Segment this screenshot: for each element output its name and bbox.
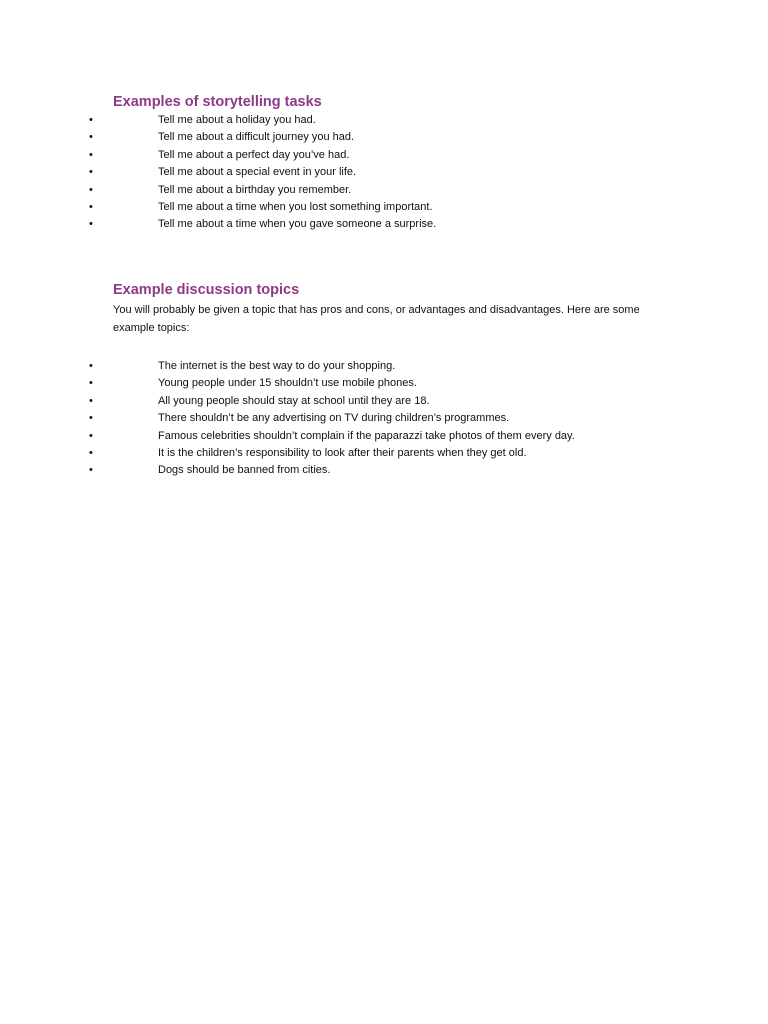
list-item-text: All young people should stay at school until they are 18.	[158, 394, 430, 407]
list-item	[0, 182, 768, 199]
list-item	[0, 147, 768, 164]
bullet-icon: •	[89, 360, 93, 372]
list-item	[0, 112, 768, 129]
list-item-text: It is the children’s responsibility to look after their parents when they get old.	[158, 446, 527, 459]
discussion-heading: Example discussion topics	[113, 282, 300, 298]
storytelling-section	[0, 93, 768, 234]
bullet-icon: •	[89, 394, 93, 407]
bullet-icon: •	[89, 412, 93, 425]
list-item-text: There shouldn’t be any advertising on TV during children’s programmes.	[158, 412, 510, 425]
bullet-icon: •	[89, 114, 93, 126]
list-item-text: Tell me about a time when you lost something important.	[158, 200, 433, 213]
list-item	[0, 358, 768, 375]
storytelling-list	[0, 112, 768, 234]
list-item-text: Tell me about a birthday you remember.	[158, 183, 352, 196]
bullet-icon: •	[89, 131, 93, 144]
list-item	[0, 445, 768, 462]
bullet-icon: •	[89, 183, 93, 196]
list-item-text: Tell me about a difficult journey you had.	[158, 131, 355, 144]
list-item-text: Dogs should be banned from cities.	[158, 464, 331, 477]
list-item	[0, 129, 768, 146]
list-item-text: Tell me about a special event in your life.	[158, 166, 357, 179]
list-item	[0, 410, 768, 427]
list-item-text: Tell me about a perfect day you’ve had.	[158, 148, 350, 161]
bullet-icon: •	[89, 166, 93, 179]
list-item	[0, 216, 768, 233]
list-item-text: Famous celebrities shouldn’t complain if the paparazzi take photos of them every day.	[158, 429, 575, 442]
bullet-icon: •	[89, 464, 93, 477]
storytelling-heading: Examples of storytelling tasks	[113, 94, 322, 110]
list-item	[0, 393, 768, 410]
discussion-list	[0, 358, 768, 480]
list-item-text: Tell me about a holiday you had.	[158, 114, 316, 126]
bullet-icon: •	[89, 218, 93, 231]
list-item	[0, 375, 768, 392]
list-item	[0, 164, 768, 181]
list-item	[0, 428, 768, 445]
list-item	[0, 462, 768, 479]
list-item-text: The internet is the best way to do your shopping.	[158, 360, 396, 372]
discussion-section	[0, 281, 768, 480]
bullet-icon: •	[89, 377, 93, 390]
bullet-icon: •	[89, 446, 93, 459]
bullet-icon: •	[89, 429, 93, 442]
bullet-icon: •	[89, 200, 93, 213]
bullet-icon: •	[89, 148, 93, 161]
list-item-text: Tell me about a time when you gave someone a surprise.	[158, 218, 437, 231]
list-item-text: Young people under 15 shouldn’t use mobile phones.	[158, 377, 417, 390]
discussion-intro: You will probably be given a topic that has pros and cons, or advantages and disadvantages. Here are some example topics:	[113, 304, 640, 334]
list-item	[0, 199, 768, 216]
